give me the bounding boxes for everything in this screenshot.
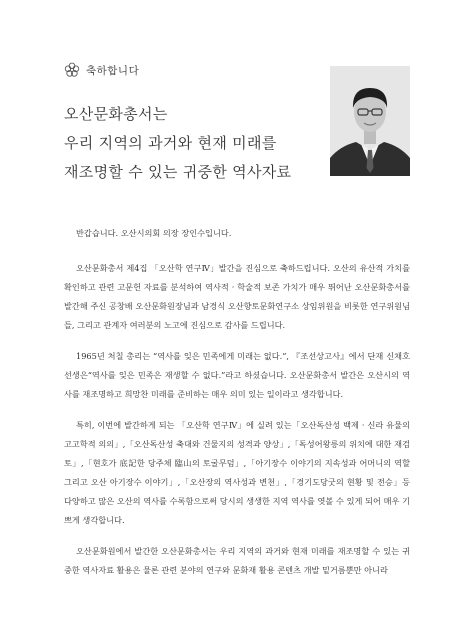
paragraph: 오산문화원에서 발간한 오산문화총서는 우리 지역의 과거와 현재 미래를 재조명할 수 있는 귀중한 역사자료 활용은 물론 관련 분야의 연구와 문화재 활용 콘텐츠 개발 밑거름뿐만 아니라: [64, 546, 410, 575]
title-line: 재조명할 수 있는 귀중한 역사자료: [64, 163, 292, 181]
paragraph: 반갑습니다. 오산시의회 의장 장인수입니다.: [76, 228, 232, 238]
header-label: 축하합니다: [86, 64, 140, 77]
body-text: [64, 224, 410, 592]
paragraph: 1965년 처칠 총리는 “역사를 잊은 민족에게 미래는 없다.”, 『조선상고사』에서 단재 신채호 선생은“역사를 잊은 민족은 재생할 수 없다.”라고 하셨습니다. 오산문화총서 발간은 오산시의 역사를 재조명하고 희망찬 미래를 준비하는 매우 의미 있는 일이라고 생각합니다.: [64, 351, 410, 399]
title-line: 우리 지역의 과거와 현재 미래를: [64, 134, 277, 152]
title-line: 오산문화총서는: [64, 105, 168, 123]
portrait-photo: [330, 66, 410, 176]
flower-icon: [64, 62, 80, 78]
paragraph: 오산문화총서 제4집 「오산학 연구Ⅳ」발간을 진심으로 축하드립니다. 오산의 유산적 가치를 확인하고 관련 고문헌 자료를 분석하여 역사적 · 학술적 보존 가치가 매우 뛰어난 오산문화총서를 발간해 주신 공창배 오산문화원장님과 남경식 오산향토문화연구소 상임위원을 비롯한 연구위원님들, 그리고 관계자 여러분의 노고에 진심으로 감사를 드립니다.: [64, 263, 410, 330]
paragraph: 특히, 이번에 발간하게 되는 「오산학 연구Ⅳ」에 실려 있는「오산독산성 백제 · 신라 유물의 고고학적 의의」,「오산독산성 축대와 건물지의 성격과 양상」,「독성어왕릉의 위치에 대한 재검토」,「현호가 底記한 당주체 臨山의 토굴무덤」,「아기장수 이야기의 지속성과 어머니의 역할 그리고 오산 아기장수 이야기」,「오산장의 역사성과 변천」,「경기도당굿의 현황 및 전승」등 다양하고 많은 오산의 역사를 수록함으로써 당시의 생생한 지역 역사를 엿볼 수 있게 되어 매우 기쁘게 생각합니다.: [64, 420, 410, 525]
section-header: [64, 62, 139, 78]
page-title: [64, 100, 304, 187]
